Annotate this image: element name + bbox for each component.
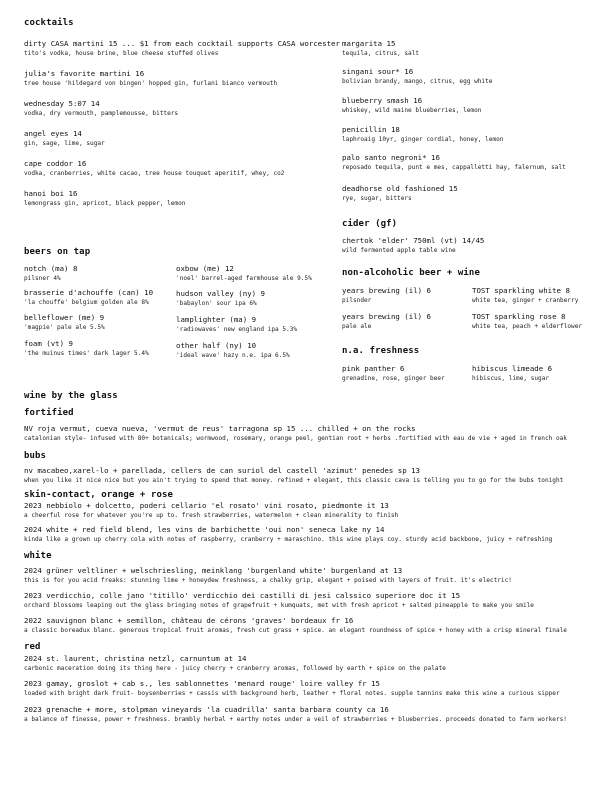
na-beer-item bbox=[472, 286, 578, 306]
na-beer-desc: white tea, ginger + cranberry bbox=[472, 297, 579, 304]
na-fresh-title: pink panther 6 bbox=[342, 364, 405, 373]
na-beer-desc: pilsnder bbox=[342, 297, 372, 304]
wine-desc: a balance of finesse, power + freshness. brambly herbal + earthy notes under a veil of strawberries + blueberries. proceeds donated to farm workers! bbox=[24, 716, 567, 723]
wine-item bbox=[24, 616, 567, 636]
cocktail-desc: laphroaig 10yr, ginger cordial, honey, lemon bbox=[342, 136, 504, 143]
beer-desc: pilsner 4% bbox=[24, 275, 61, 282]
cocktail-desc: whiskey, wild maine blueberries, lemon bbox=[342, 107, 482, 114]
cocktail-title: cape coddor 16 bbox=[24, 159, 87, 168]
cocktail-title: singani sour* 16 bbox=[342, 67, 414, 76]
cocktail-desc: tree house 'hildegard von bingen' hopped gin, furlani bianco vermouth bbox=[24, 80, 278, 87]
cocktail-desc: reposado tequila, punt e mes, cappalletti hay, falernum, salt bbox=[342, 164, 566, 171]
wine-title: 2023 verdicchio, colle jano 'titillo' verdicchio dei castilli di jesi calssico superiore doc it 15 bbox=[24, 591, 461, 600]
wine-desc: a cheerful rose for whatever you're up to. fresh strawberries, watermelon + clean minerality to finish bbox=[24, 512, 399, 519]
na-fresh-desc: grenadine, rose, ginger beer bbox=[342, 375, 445, 382]
cocktail-item bbox=[24, 189, 185, 209]
beer-item bbox=[176, 289, 265, 309]
cocktail-title: hanoi boi 16 bbox=[24, 189, 78, 198]
beer-item bbox=[24, 313, 105, 333]
cocktail-item bbox=[342, 96, 481, 116]
na-beer-title: TOST sparkling rose 8 bbox=[472, 312, 566, 321]
cocktail-item bbox=[24, 69, 277, 89]
wine-heading: wine by the glass bbox=[24, 391, 118, 401]
wine-title: 2024 st. laurent, christina netzl, carnuntum at 14 bbox=[24, 654, 247, 663]
wine-desc: a classic boreadux blanc. generous tropical fruit aromas, fresh cut grass + spice. an elegant roundness of spice + honey with a crisp mineral finale bbox=[24, 627, 567, 634]
wine-item bbox=[24, 705, 567, 725]
beer-item bbox=[176, 315, 297, 335]
beer-desc: 'babaylon' sour ipa 6% bbox=[176, 300, 257, 307]
cocktail-item bbox=[342, 39, 419, 59]
beer-title: hudson valley (ny) 9 bbox=[176, 289, 265, 298]
bubs-heading: bubs bbox=[24, 451, 47, 461]
na-freshness-heading: n.a. freshness bbox=[342, 346, 420, 356]
beer-title: brasserie d'achouffe (can) 10 bbox=[24, 288, 154, 297]
na-beer-item bbox=[472, 312, 582, 332]
cocktail-desc: rye, sugar, bitters bbox=[342, 195, 412, 202]
beer-desc: 'magpie' pale ale 5.5% bbox=[24, 324, 105, 331]
beer-desc: 'ideal wave' hazy n.e. ipa 6.5% bbox=[176, 352, 290, 359]
beer-desc: 'radiowaves' new england ipa 5.3% bbox=[176, 326, 298, 333]
beer-title: other half (ny) 10 bbox=[176, 341, 257, 350]
na-fresh-item bbox=[472, 364, 552, 384]
beer-desc: 'la chouffe' belgium golden ale 8% bbox=[24, 299, 149, 306]
na-fresh-title: hibiscus limeade 6 bbox=[472, 364, 553, 373]
cocktail-item bbox=[342, 125, 503, 145]
cocktail-desc: vodka, cranberries, white cacao, tree house touquet aperitif, whey, co2 bbox=[24, 170, 285, 177]
white-heading: white bbox=[24, 551, 52, 561]
na-beer-item bbox=[342, 286, 431, 306]
fortified-heading: fortified bbox=[24, 408, 74, 418]
cocktail-desc: gin, sage, lime, sugar bbox=[24, 140, 105, 147]
cocktails-heading: cocktails bbox=[24, 18, 74, 28]
beer-title: foam (vt) 9 bbox=[24, 339, 73, 348]
wine-desc: when you like it nice nice but you ain't trying to spend that money. refined + elegant, this classic cava is telling you to go for the bubs tonight bbox=[24, 477, 564, 484]
cocktail-desc: tito's vodka, house brine, blue cheese stuffed olives bbox=[24, 50, 219, 57]
cocktail-item bbox=[342, 184, 458, 204]
beer-desc: 'the muinus times' dark lager 5.4% bbox=[24, 350, 149, 357]
cocktail-title: deadhorse old fashioned 15 bbox=[342, 184, 458, 193]
wine-item bbox=[24, 654, 446, 674]
na-beer-title: years brewing (il) 6 bbox=[342, 312, 431, 321]
na-beer-title: TOST sparkling white 8 bbox=[472, 286, 570, 295]
wine-title: NV roja vermut, cueva nueva, 'vermut de reus' tarragona sp 15 ... chilled + on the rocks bbox=[24, 424, 416, 433]
beer-item bbox=[24, 288, 153, 308]
beer-title: lamplighter (ma) 9 bbox=[176, 315, 257, 324]
wine-item bbox=[24, 679, 560, 699]
wine-title: 2022 sauvignon blanc + semillon, château de cérons 'graves' bordeaux fr 16 bbox=[24, 616, 354, 625]
red-heading: red bbox=[24, 642, 41, 652]
cider-desc: wild fermented apple table wine bbox=[342, 247, 456, 254]
cocktail-desc: vodka, dry vermouth, pamplemousse, bitters bbox=[24, 110, 179, 117]
wine-desc: loaded with bright dark fruit- boysenberries + cassis with background herb, leather + floral notes. supple tannins make this wine a curious sipper bbox=[24, 690, 560, 697]
cocktail-desc: lemongrass gin, apricot, black pepper, lemon bbox=[24, 200, 186, 207]
cocktail-title: palo santo negroni* 16 bbox=[342, 153, 440, 162]
beer-title: notch (ma) 8 bbox=[24, 264, 78, 273]
wine-desc: this is for you acid freaks: stunning lime + honeydew freshness, a chalky grip, elegant + poised with layers of fruit. it's electric! bbox=[24, 577, 512, 584]
wine-title: nv macabeo,xarel-lo + parellada, cellers de can suriol del castell 'azimut' penedes sp 13 bbox=[24, 466, 421, 475]
cocktail-title: margarita 15 bbox=[342, 39, 396, 48]
cider-title: chertok 'elder' 750ml (vt) 14/45 bbox=[342, 236, 485, 245]
wine-title: 2024 white + red field blend, les vins de barbichette 'oui non' seneca lake ny 14 bbox=[24, 525, 385, 534]
beer-item bbox=[24, 339, 149, 359]
na-beer-item bbox=[342, 312, 431, 332]
wine-item bbox=[24, 501, 398, 521]
cocktail-item bbox=[342, 67, 492, 87]
wine-title: 2023 grenache + more, stolpman vineyards 'la cuadrilla' santa barbara county ca 16 bbox=[24, 705, 389, 714]
na-fresh-desc: hibiscus, lime, sugar bbox=[472, 375, 550, 382]
na-beer-title: years brewing (il) 6 bbox=[342, 286, 431, 295]
wine-desc: catalonian style- infused with 80+ botanicals; wormwood, rosemary, orange peel, gentian root + herbs .fortified with eau de vie + aged in french oak bbox=[24, 435, 567, 442]
wine-item bbox=[24, 591, 534, 611]
na-beer-desc: white tea, peach + elderflower bbox=[472, 323, 583, 330]
beer-title: belleflower (me) 9 bbox=[24, 313, 105, 322]
beer-item bbox=[176, 341, 290, 361]
wine-desc: kinda like a grown up cherry cola with notes of raspberry, cranberry + maraschino. this wine plays coy. sturdy acid backbone, juicy + refreshing bbox=[24, 536, 553, 543]
cocktail-item bbox=[24, 99, 178, 119]
wine-desc: orchard blossoms leaping out the glass bringing notes of grapefruit + kumquats, met with fresh apricot + salted pineapple to make you smile bbox=[24, 602, 534, 609]
cocktail-title: julia's favorite martini 16 bbox=[24, 69, 145, 78]
beers-heading: beers on tap bbox=[24, 247, 91, 257]
na-beer-desc: pale ale bbox=[342, 323, 372, 330]
cocktail-title: penicillin 18 bbox=[342, 125, 400, 134]
wine-item bbox=[24, 424, 567, 444]
wine-title: 2023 nebbiolo + dolcetto, poderi cellario 'el rosato' vini rosato, piedmonte it 13 bbox=[24, 501, 389, 510]
beer-title: oxbow (me) 12 bbox=[176, 264, 234, 273]
beer-item bbox=[176, 264, 312, 284]
cocktail-item bbox=[24, 159, 284, 179]
cocktail-desc: tequila, citrus, salt bbox=[342, 50, 420, 57]
wine-item bbox=[24, 566, 512, 586]
na-fresh-item bbox=[342, 364, 445, 384]
wine-title: 2023 gamay, groslot + cab s., les sablonnettes 'menard rouge' loire valley fr 15 bbox=[24, 679, 380, 688]
cider-item bbox=[342, 236, 484, 256]
beer-desc: 'noel' barrel-aged farmhouse ale 9.5% bbox=[176, 275, 312, 282]
cocktail-item bbox=[24, 129, 105, 149]
cocktail-title: blueberry smash 16 bbox=[342, 96, 423, 105]
cocktail-item bbox=[24, 39, 340, 59]
cocktail-title: angel eyes 14 bbox=[24, 129, 82, 138]
cocktail-title: wednesday 5:07 14 bbox=[24, 99, 100, 108]
beer-item bbox=[24, 264, 77, 284]
wine-item bbox=[24, 525, 552, 545]
cocktail-title: dirty CASA martini 15 ... $1 from each cocktail supports CASA worcester bbox=[24, 39, 340, 48]
skin-contact-heading: skin-contact, orange + rose bbox=[24, 490, 173, 500]
na-beer-heading: non-alcoholic beer + wine bbox=[342, 268, 480, 278]
cocktail-item bbox=[342, 153, 566, 173]
cider-heading: cider (gf) bbox=[342, 219, 398, 229]
cocktail-desc: bolivian brandy, mango, citrus, egg white bbox=[342, 78, 493, 85]
wine-desc: carbonic maceration doing its thing here - juicy cherry + cranberry aromas, followed by earth + spice on the palate bbox=[24, 665, 446, 672]
wine-title: 2024 grüner veltliner + welschriesling, meinklang 'burgenland white' burgenland at 13 bbox=[24, 566, 403, 575]
wine-item bbox=[24, 466, 563, 486]
